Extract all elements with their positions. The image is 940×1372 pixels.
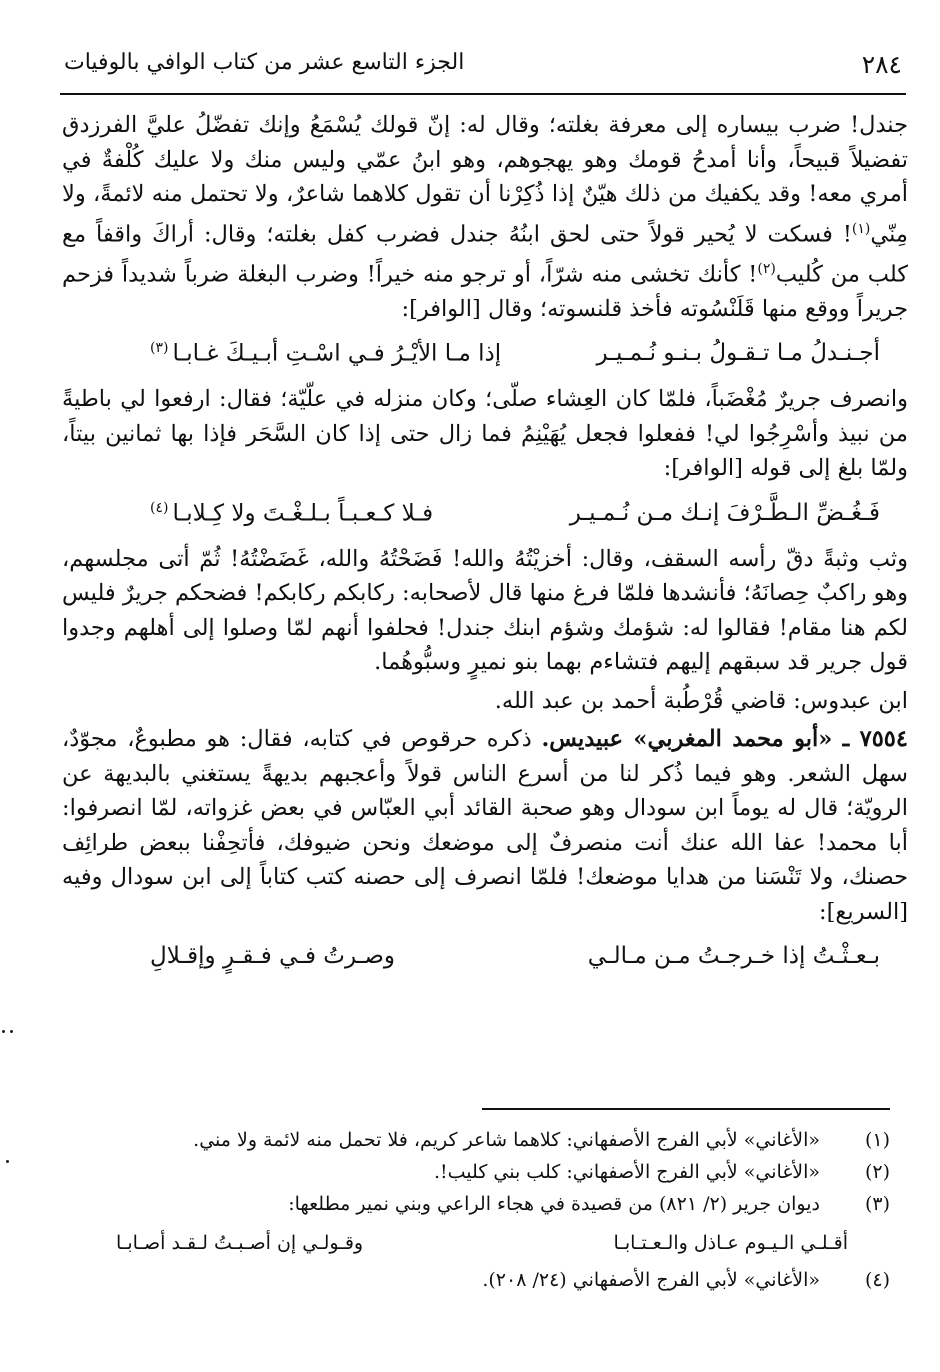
footnote-rule [482, 1108, 890, 1110]
paragraph-2: وانصرف جريرٌ مُغْضَباً، فلمّا كان العِشاء صلّى؛ وكان منزله في علّيّة؛ فقال: ارفعوا لي باطيةً من نبيذ وأسْرِجُوا لي! ففعلوا فجعل يُهَيْنِمُ فما زال حتى إذا كان السَّحَر فإذا بها ثمانين بيتاً، ولمّا بلغ إلى قوله [الوافر]: [62, 386, 908, 481]
footnote-ref-4: (٤) [150, 499, 169, 516]
verse-2-second-text: فـلا كـعـبـاً بـلـغْـتَ ولا كِـلابـا [172, 500, 434, 527]
footnote-1-text: «الأغاني» لأبي الفرج الأصفهاني: كلاهما شاعر كريم، فلا تحمل منه لائمة ولا مني. [193, 1129, 820, 1151]
footnote-4-text: «الأغاني» لأبي الفرج الأصفهاني (٢٤/ ٢٠٨). [482, 1269, 820, 1291]
paragraph-5-text: ذكره حرقوص في كتابه، فقال: هو مطبوعٌ، مجوّدٌ، سهل الشعر. وهو فيما ذُكر لنا من أسرع الناس قولاً وأعجبهم بديهةً يستغني بالبديهة عن الرويّة؛ قال له يوماً ابن سودال وهو صحبة القائد أبي العبّاس في بعض غزواته، لمّا انصرفوا: أبا محمد! عفا الله عنك أنت منصرفٌ إلى موضعك ونحن ضيوفك، فأتحِفْنا ببعض طرائِف حصنك، ولا تَنْسَنا من هدايا موضعك! فلمّا انصرف إلى حصنه كتب كتاباً إلى ابن سودال وفيه [السريع]: [62, 726, 908, 925]
running-header [60, 32, 910, 92]
page-number: ٢٨٤ [861, 50, 902, 79]
verse-2-second-hemistich [150, 500, 433, 527]
footnote-ref-1: (١) [851, 220, 871, 237]
scan-speck [6, 1160, 9, 1163]
verse-1-second-text: إذا مـا الأيْـرُ فـي اسْـتِ أبـيـكَ غـابـا [172, 340, 502, 367]
scan-speck [10, 1030, 13, 1033]
footnote-4 [60, 1264, 908, 1296]
footnote-4-number: (٤) [864, 1269, 890, 1291]
footnote-3-verse [60, 1220, 908, 1264]
footnote-3-number: (٣) [864, 1193, 890, 1215]
paragraph-4: ابن عبدوس: قاضي قُرْطُبة أحمد بن عبد الله. [494, 687, 908, 714]
footnote-3-verse-first: أقـلـي الـيـوم عـاذل والـعـتـابـا [613, 1232, 848, 1254]
footnote-2-text: «الأغاني» لأبي الفرج الأصفهاني: كلب بني كليب!. [433, 1161, 820, 1183]
paragraph-1-text-b: ! فسكت لا يُحير قولاً حتى لحق ابنُهُ جندل فضرب كفل بغلته؛ وقال: أراكَ واقفاً مع كلب من كُليب [62, 221, 909, 287]
verse-2-first-hemistich: فَـغُـضِّ الـطَّـرْفَ إنـك مـن نُـمـيـر [569, 499, 880, 526]
paragraph-1-text: جندل! ضرب بيساره إلى معرفة بغلته؛ وقال له: إنّ قولك يُسْمَعُ وإنك تفضّلُ عليَّ الفرزدق تفضيلاً قبيحاً، وأنا أمدحُ قومك وهو يهجوهم، وهو ابنُ عمّي وليس منك ولا عليك كُلْفةٌ في أمري معه! وقد يكفيك من ذلك هيّنٌ إذا ذُكِرْنا أن تقول كلاهما شاعرٌ، ولا تحتمل منه لائمةً، ولا مِنّي [62, 112, 909, 247]
running-title: الجزء التاسع عشر من كتاب الوافي بالوفيات [64, 50, 465, 75]
footnote-3-verse-second: وقـولـي إن أصـبـتُ لـقـد أصـابـا [116, 1232, 364, 1254]
footnote-ref-3: (٣) [150, 340, 169, 356]
verse-3-first-hemistich: بـعـثْـتُ إذا خـرجـتُ مـن مـالـي [587, 943, 880, 969]
footnotes [60, 1124, 908, 1296]
header-rule [60, 93, 906, 95]
footnote-1 [60, 1124, 908, 1156]
main-text [62, 108, 908, 985]
footnote-2-number: (٢) [864, 1161, 890, 1183]
paragraph-1 [62, 108, 908, 326]
verse-2 [62, 490, 908, 540]
paragraph-1-text-c: ! كأنك تخشى منه شرّاً، أو ترجو منه خيراً! وضرب البغلة ضرباً شديداً فزحم جريراً ووقع منها قَلَنْسُوته فأخذ قلنسوته؛ وقال [الوافر]: [62, 261, 908, 322]
verse-1-first-hemistich: أجـنـدلُ مـا تـقـولُ بـنـو نُـمـيـر [596, 340, 880, 366]
verse-1 [62, 330, 908, 380]
verse-1-second-hemistich [150, 340, 501, 367]
footnote-ref-2: (٢) [757, 260, 776, 277]
footnote-3-text: ديوان جرير (٢/ ٨٢١) من قصيدة في هجاء الراعي وبني نمير مطلعها: [288, 1193, 820, 1215]
paragraph-3: وثب وثبةً دقّ رأسه السقف، وقال: أخزيْتُهُ والله! فَضَحْتُهُ والله، غَضَضْتُهُ! ثُمّ أتى مجلسهم، وهو راكبٌ حِصانَهُ؛ فأنشدها فلمّا فرغ منها قال لأصحابه: ركابكم ركابكم! فضحكم جريرٌ فليس لكم هنا مقام! فقالوا له: شؤمك وشؤم ابنك جندل! فحلفوا أنهم لمّا وصلوا إلى أهلهم وجدوا قول جرير قد سبقهم إليهم فتشاءم بهما بنو نميرٍ وسبُّوهُما. [62, 545, 908, 675]
scan-speck [2, 1030, 5, 1033]
footnote-2 [60, 1156, 908, 1188]
paragraph-5 [62, 722, 908, 929]
verse-3-second-hemistich: وصـرتُ فـي فـقـرٍ وإقـلالِ [150, 943, 396, 969]
entry-heading: ٧٥٥٤ ـ «أبو محمد المغربي» عبيديس. [541, 726, 908, 752]
footnote-3 [60, 1188, 908, 1220]
footnote-1-number: (١) [864, 1129, 890, 1151]
verse-3 [62, 933, 908, 983]
